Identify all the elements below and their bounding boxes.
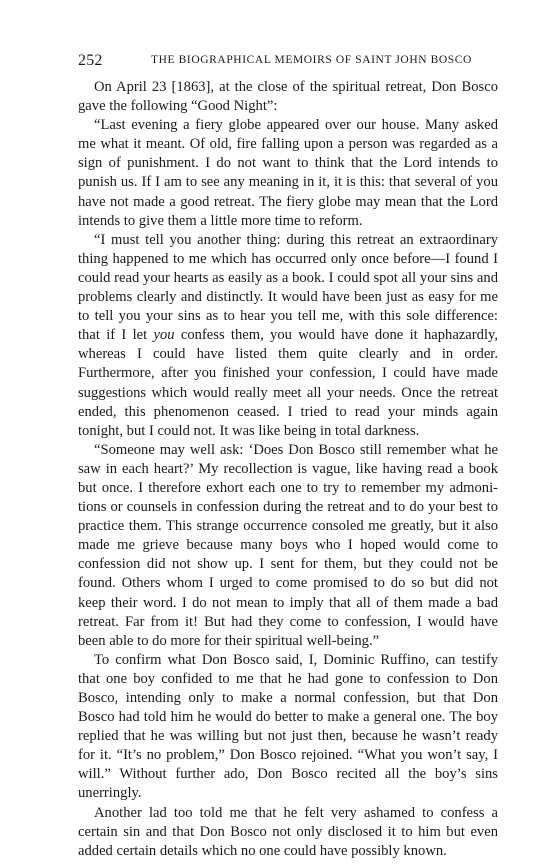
- paragraph-good-night-intro: On April 23 [1863], at the close of the spiritual retreat, Don Bosco gave the following “Good Night”:: [78, 79, 498, 115]
- paragraph-ruffino-testimony: To confirm what Don Bosco said, I, Dominic Ruffino, can testify that one boy confided to me that he had gone to confession to Don Bosco, intending only to make a normal confession, but that Don Bosco had told him he would do better to make a general one. The boy replied that he was willing but not just then, because he wasn’t ready for it. “It’s no problem,” Don Bosco rejoined. “What you won’t say, I will.” Without further ado, Don Bosco recited all the boy’s sins unerringly.: [78, 651, 498, 802]
- running-title: THE BIOGRAPHICAL MEMOIRS OF SAINT JOHN BOSCO: [151, 54, 472, 66]
- paragraph-reading-hearts: [78, 231, 498, 441]
- running-head: [78, 52, 498, 72]
- emphasis-text: you: [153, 327, 175, 344]
- body-text: [78, 78, 498, 861]
- paragraph-text: “I must tell you another thing: during this retreat an extraordinary thing happened to me which has occurred only once before—I found I could read your hearts as easily as a book. I could spot all your sins and problems clearly and distinctly. It would have been just as easy for me to tell you your sins as to hear you tell me, with this sole difference: that if I let: [78, 231, 498, 344]
- paragraph-fiery-globe: “Last evening a fiery globe appeared over our house. Many asked me what it meant. Of old, fire falling upon a person was regarded as a sign of punishment. I do not want to think that the Lord intends to punish us. If I am to see any meaning in it, it is this: that several of you have not made a good retreat. The fiery globe may mean that the Lord intends to give them a little more time to reform.: [78, 117, 498, 229]
- paragraph-another-lad: Another lad too told me that he felt very ashamed to confess a certain sin and that Don Bosco not only disclosed it to him but even added certain details which no one could have possibly known.: [78, 804, 498, 859]
- paragraph-recollection: “Someone may well ask: ‘Does Don Bosco still remember what he saw in each heart?’ My recollection is vague, like having read a book but once. I therefore exhort each one to try to remember my admonitions or counsels in confession during the retreat and to do your best to practice them. This strange occurrence consoled me greatly, but it also made me grieve because many boys who I hoped would come to confession did not show up. I sent for them, but they could not be found. Others whom I urged to come promised to do so but did not keep their word. I do not mean to imply that all of them made a bad retreat. Far from it! But had they come to confession, I would have been able to do more for their spiritual well-being.”: [78, 441, 498, 649]
- page-number: 252: [78, 52, 103, 69]
- book-page: [78, 52, 498, 861]
- paragraph-text: confess them, you would have done it haphazardly, whereas I could have listed them quite clearly and in order. Furthermore, after you finished your confession, I could have made suggestions which would really meet all your needs. Once the retreat ended, this phenomenon ceased. I tried to read your minds again tonight, but I could not. It was like being in total darkness.: [78, 327, 498, 439]
